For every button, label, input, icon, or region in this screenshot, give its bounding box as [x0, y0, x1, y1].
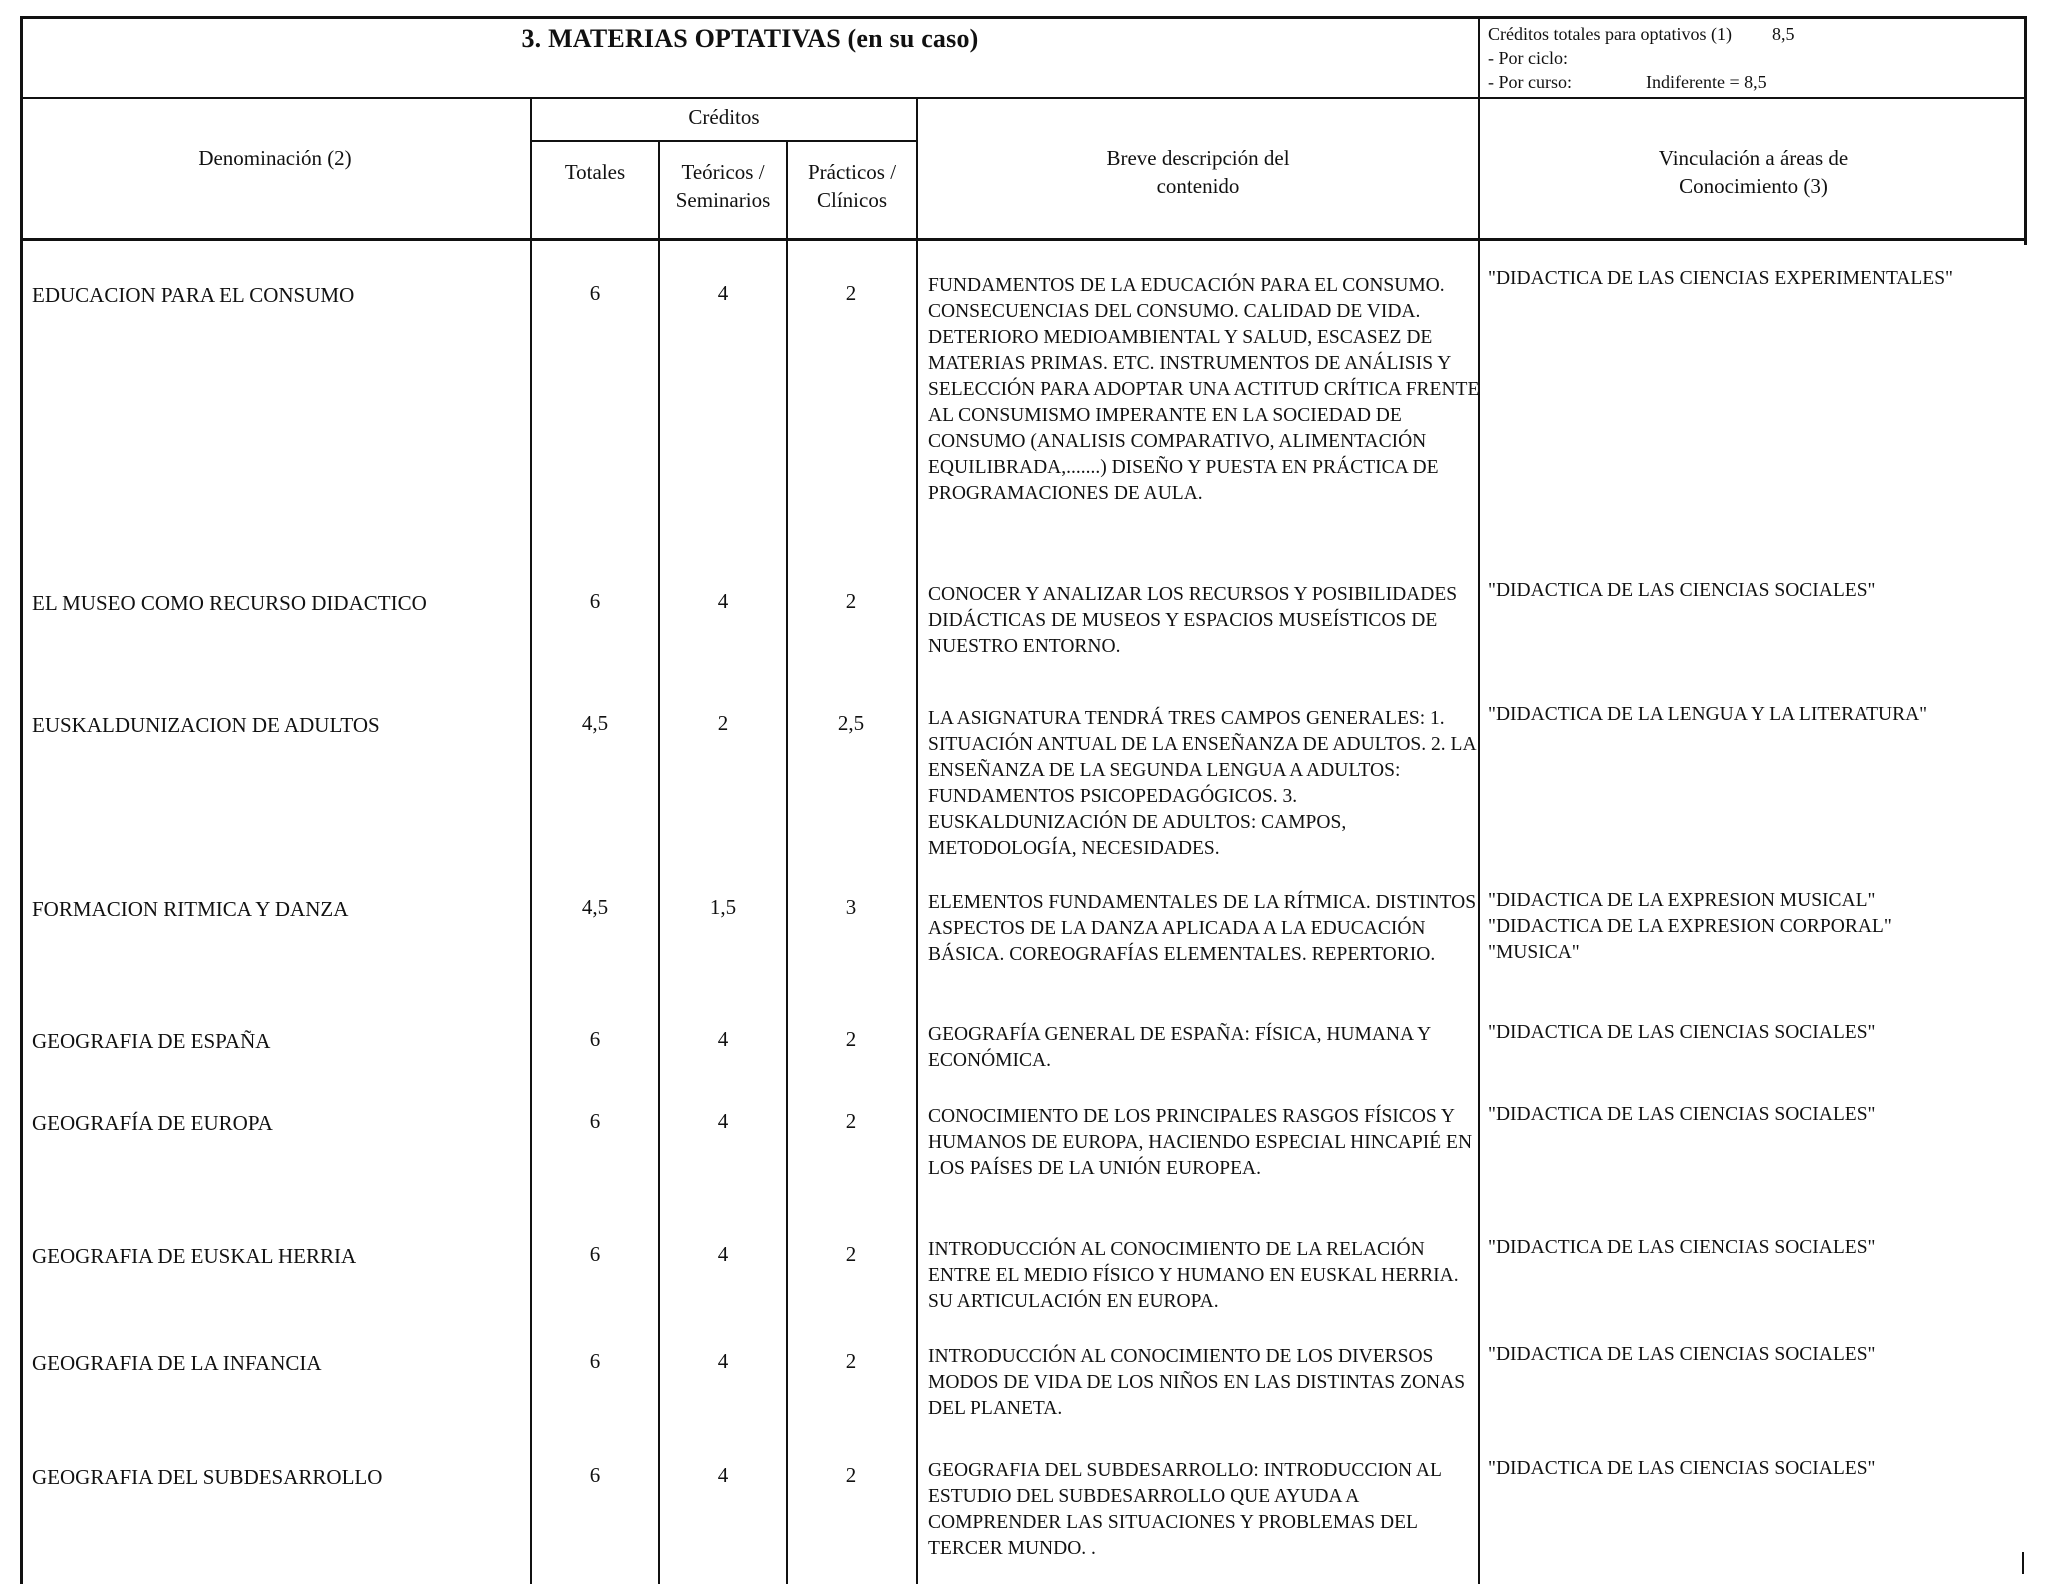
row-denominacion: GEOGRAFÍA DE EUROPA — [32, 1111, 273, 1135]
row-area: "DIDACTICA DE LA EXPRESION MUSICAL" — [1488, 890, 1876, 911]
col-header-vinculacion-line2: Conocimiento (3) — [1679, 174, 1828, 198]
por-ciclo-label: - Por ciclo: — [1488, 48, 1568, 68]
row-areas — [1488, 888, 2018, 966]
right-edge-mark — [2022, 1552, 2024, 1574]
row-area: "MUSICA" — [1488, 942, 1580, 963]
credits-total-line — [1488, 22, 2018, 46]
row-areas — [1488, 1020, 2018, 1046]
row-practicos: 2 — [845, 1463, 857, 1487]
row-denominacion: EL MUSEO COMO RECURSO DIDACTICO — [32, 591, 427, 615]
row-totales: 4,5 — [581, 711, 609, 735]
row-areas — [1488, 578, 2018, 604]
row-totales: 6 — [589, 1463, 601, 1487]
row-teoricos: 4 — [717, 281, 729, 305]
frame-right-line — [2024, 16, 2027, 245]
optativas-table — [20, 16, 2027, 1584]
col-header-teoricos-line2: Seminarios — [675, 188, 771, 212]
col-header-practicos-line2: Clínicos — [816, 188, 887, 212]
row-totales: 6 — [589, 1109, 601, 1133]
row-totales: 6 — [589, 589, 601, 613]
row-areas — [1488, 266, 2018, 292]
row-area: "DIDACTICA DE LAS CIENCIAS SOCIALES" — [1488, 1104, 1876, 1125]
row-practicos: 3 — [845, 895, 857, 919]
credits-info — [1488, 22, 2018, 94]
credits-total-label: Créditos totales para optativos (1) — [1488, 24, 1732, 44]
row-denominacion: GEOGRAFIA DE EUSKAL HERRIA — [32, 1244, 357, 1268]
row-teoricos: 2 — [717, 711, 729, 735]
row-practicos: 2 — [845, 1109, 857, 1133]
row-totales: 4,5 — [581, 895, 609, 919]
frame-left-line — [20, 16, 23, 1584]
row-practicos: 2 — [845, 1349, 857, 1373]
col-header-teoricos — [660, 158, 786, 214]
por-curso-label: - Por curso: — [1488, 72, 1572, 92]
row-descripcion: GEOGRAFÍA GENERAL DE ESPAÑA: FÍSICA, HUMANA Y ECONÓMICA. — [928, 1024, 1431, 1071]
row-denominacion: FORMACION RITMICA Y DANZA — [32, 897, 349, 921]
col-header-vinculacion — [1480, 144, 2027, 200]
row-descripcion: INTRODUCCIÓN AL CONOCIMIENTO DE LOS DIVERSOS MODOS DE VIDA DE LOS NIÑOS EN LAS DISTINTAS ZONAS DEL PLANETA. — [928, 1346, 1466, 1419]
col-header-vinculacion-line1: Vinculación a áreas de — [1658, 146, 1849, 170]
row-totales: 6 — [589, 1242, 601, 1266]
row-practicos: 2 — [845, 1242, 857, 1266]
row-area: "DIDACTICA DE LA LENGUA Y LA LITERATURA" — [1488, 704, 1928, 725]
row-area: "DIDACTICA DE LA EXPRESION CORPORAL" — [1488, 916, 1892, 937]
title-cell — [20, 16, 1480, 98]
row-denominacion: EUSKALDUNIZACION DE ADULTOS — [32, 713, 380, 737]
col-header-practicos-line1: Prácticos / — [807, 160, 897, 184]
row-descripcion: CONOCER Y ANALIZAR LOS RECURSOS Y POSIBILIDADES DIDÁCTICAS DE MUSEOS Y ESPACIOS MUSEÍSTICOS DE NUESTRO ENTORNO. — [928, 584, 1458, 657]
credits-total-value: 8,5 — [1771, 24, 1795, 44]
row-descripcion: CONOCIMIENTO DE LOS PRINCIPALES RASGOS FÍSICOS Y HUMANOS DE EUROPA, HACIENDO ESPECIAL HINCAPIÉ EN LOS PAÍSES DE LA UNIÓN EUROPEA. — [928, 1106, 1473, 1179]
row-areas — [1488, 1235, 2018, 1261]
row-areas — [1488, 1342, 2018, 1368]
row-teoricos: 1,5 — [709, 895, 737, 919]
row-areas — [1488, 1456, 2018, 1482]
por-ciclo-line — [1488, 46, 2018, 70]
col-header-descripcion-line1: Breve descripción del — [1106, 146, 1290, 170]
row-area: "DIDACTICA DE LAS CIENCIAS SOCIALES" — [1488, 1344, 1876, 1365]
col-header-teoricos-line1: Teóricos / — [681, 160, 765, 184]
row-practicos: 2 — [845, 1027, 857, 1051]
practicos-desc-separator — [916, 97, 918, 1584]
col-header-descripcion — [918, 144, 1478, 200]
row-denominacion: GEOGRAFIA DE ESPAÑA — [32, 1029, 271, 1053]
row-totales: 6 — [589, 1349, 601, 1373]
row-teoricos: 4 — [717, 1349, 729, 1373]
col-header-descripcion-line2: contenido — [1156, 174, 1240, 198]
row-area: "DIDACTICA DE LAS CIENCIAS SOCIALES" — [1488, 1458, 1876, 1479]
row-descripcion: ELEMENTOS FUNDAMENTALES DE LA RÍTMICA. DISTINTOS ASPECTOS DE LA DANZA APLICADA A LA EDUCACIÓN BÁSICA. COREOGRAFÍAS ELEMENTALES. REPERTORIO. — [928, 892, 1477, 965]
row-totales: 6 — [589, 1027, 601, 1051]
row-descripcion: LA ASIGNATURA TENDRÁ TRES CAMPOS GENERALES: 1. SITUACIÓN ANTUAL DE LA ENSEÑANZA DE ADULTOS. 2. LA ENSEÑANZA DE LA SEGUNDA LENGUA A ADULTOS: FUNDAMENTOS PSICOPEDAGÓGICOS. 3. EUSKALDUNIZACIÓN DE ADULTOS: CAMPOS, METODOLOGÍA, NECESIDADES. — [928, 708, 1476, 859]
col-header-practicos — [788, 158, 916, 214]
row-teoricos: 4 — [717, 589, 729, 613]
row-area: "DIDACTICA DE LAS CIENCIAS SOCIALES" — [1488, 1022, 1876, 1043]
row-denominacion: EDUCACION PARA EL CONSUMO — [32, 283, 355, 307]
row-teoricos: 4 — [717, 1109, 729, 1133]
col-header-totales: Totales — [564, 160, 626, 184]
row-practicos: 2,5 — [837, 711, 865, 735]
row-descripcion: INTRODUCCIÓN AL CONOCIMIENTO DE LA RELACIÓN ENTRE EL MEDIO FÍSICO Y HUMANO EN EUSKAL HERRIA. SU ARTICULACIÓN EN EUROPA. — [928, 1239, 1459, 1312]
col-header-creditos: Créditos — [688, 105, 760, 129]
row-totales: 6 — [589, 281, 601, 305]
row-areas — [1488, 1102, 2018, 1128]
creditos-divider — [532, 140, 918, 142]
row-area: "DIDACTICA DE LAS CIENCIAS SOCIALES" — [1488, 1237, 1876, 1258]
col-header-denominacion: Denominación (2) — [198, 146, 352, 170]
row-teoricos: 4 — [717, 1027, 729, 1051]
por-curso-value: Indiferente = 8,5 — [1646, 72, 1767, 92]
row-descripcion: FUNDAMENTOS DE LA EDUCACIÓN PARA EL CONSUMO. CONSECUENCIAS DEL CONSUMO. CALIDAD DE VIDA. DETERIORO MEDIOAMBIENTAL Y SALUD, ESCASEZ DE MATERIAS PRIMAS. ETC. INSTRUMENTOS DE ANÁLISIS Y SELECCIÓN PARA ADOPTAR UNA ACTITUD CRÍTICA FRENTE AL CONSUMISMO IMPERANTE EN LA SOCIEDAD DE CONSUMO (ANALISIS COMPARATIVO, ALIMENTACIÓN EQUILIBRADA,.......) DISEÑO Y PUESTA EN PRÁCTICA DE PROGRAMACIONES DE AULA. — [928, 275, 1480, 504]
row-denominacion: GEOGRAFIA DE LA INFANCIA — [32, 1351, 322, 1375]
header-bottom-line — [20, 238, 2027, 241]
row-teoricos: 4 — [717, 1242, 729, 1266]
row-areas — [1488, 702, 2018, 728]
row-practicos: 2 — [845, 589, 857, 613]
row-area: "DIDACTICA DE LAS CIENCIAS EXPERIMENTALES" — [1488, 268, 1954, 289]
row-descripcion: GEOGRAFIA DEL SUBDESARROLLO: INTRODUCCION AL ESTUDIO DEL SUBDESARROLLO QUE AYUDA A COMPRENDER LAS SITUACIONES Y PROBLEMAS DEL TERCER MUNDO. . — [928, 1460, 1442, 1559]
row-practicos: 2 — [845, 281, 857, 305]
row-teoricos: 4 — [717, 1463, 729, 1487]
row-denominacion: GEOGRAFIA DEL SUBDESARROLLO — [32, 1465, 383, 1489]
row-area: "DIDACTICA DE LAS CIENCIAS SOCIALES" — [1488, 580, 1876, 601]
por-curso-line — [1488, 70, 2018, 94]
page-title: 3. MATERIAS OPTATIVAS (en su caso) — [521, 24, 979, 53]
